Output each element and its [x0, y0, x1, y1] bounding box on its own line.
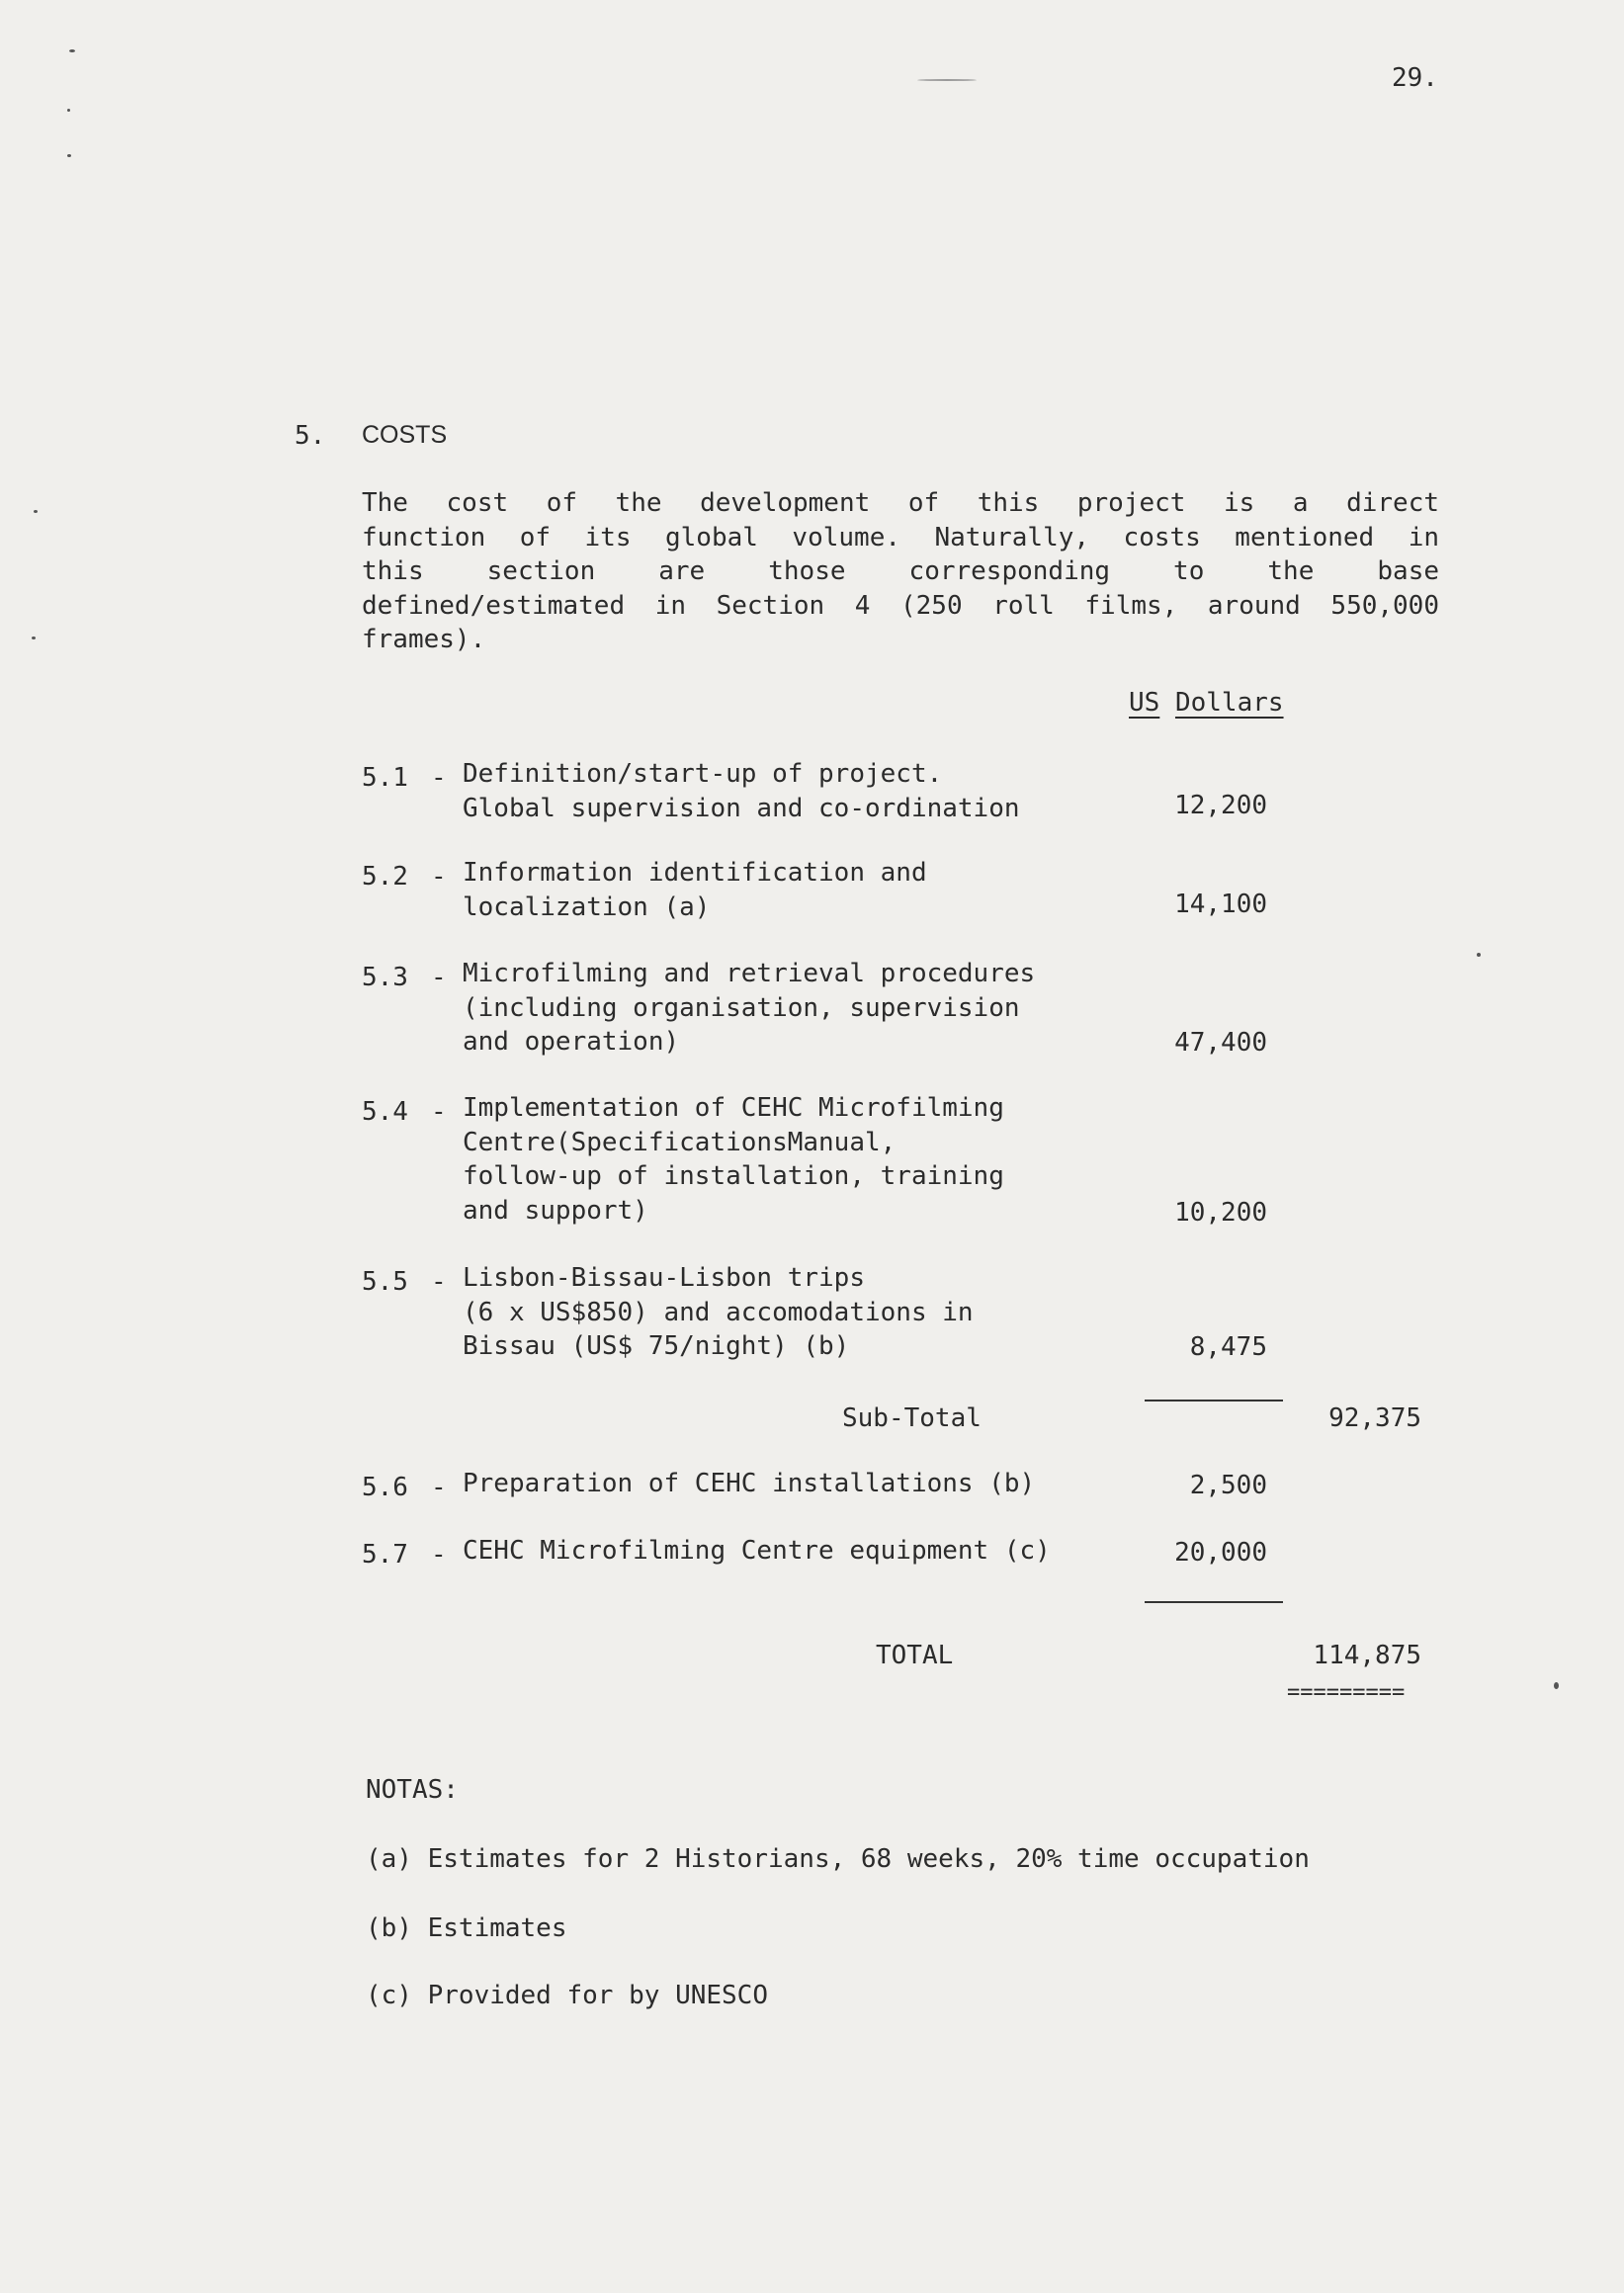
item-number: 5.6	[362, 1473, 408, 1502]
item-line: (including organisation, supervision	[463, 992, 1020, 1023]
intro-line: this section are those corresponding to the base	[362, 556, 1439, 586]
item-description: Preparation of CEHC installations (b)	[463, 1469, 1036, 1498]
intro-line: function of its global volume. Naturally, costs mentioned in	[362, 522, 1439, 552]
subtotal-label: Sub-Total	[842, 1403, 982, 1433]
total-label: TOTAL	[876, 1641, 954, 1670]
section-number: 5.	[295, 421, 326, 451]
item-number: 5.7	[362, 1540, 408, 1570]
item-line: Centre(SpecificationsManual,	[463, 1127, 897, 1157]
item-number: 5.1	[362, 763, 408, 793]
item-dash: -	[431, 1097, 447, 1127]
item-line: localization (a)	[463, 892, 711, 922]
total-rule	[1145, 1601, 1283, 1603]
item-line: Implementation of CEHC Microfilming	[463, 1093, 1004, 1123]
item-dash: -	[431, 963, 447, 992]
scan-speck	[67, 109, 70, 112]
item-line: and support)	[463, 1195, 648, 1226]
column-header	[1129, 688, 1284, 718]
item-line: Bissau (US$ 75/night) (b)	[463, 1331, 850, 1361]
item-dash: -	[431, 1473, 447, 1502]
note-item: (c) Provided for by UNESCO	[366, 1981, 768, 2010]
item-description: CEHC Microfilming Centre equipment (c)	[463, 1536, 1051, 1566]
intro-line: The cost of the development of this project is a direct	[362, 488, 1439, 518]
item-number: 5.4	[362, 1097, 408, 1127]
item-amount: 8,475	[1189, 1332, 1267, 1362]
item-description	[463, 957, 1035, 1060]
item-line: (6 x US$850) and accomodations in	[463, 1297, 974, 1327]
item-line: Information identification and	[463, 858, 927, 888]
item-dash: -	[431, 1540, 447, 1570]
total-double-underline: =========	[1287, 1680, 1406, 1705]
item-dash: -	[431, 862, 447, 892]
item-description	[463, 757, 1020, 825]
subtotal-value: 92,375	[1328, 1403, 1421, 1433]
notes-title: NOTAS:	[366, 1775, 459, 1805]
section-title: COSTS	[362, 421, 448, 449]
scan-speck	[67, 154, 71, 157]
note-item: (b) Estimates	[366, 1913, 567, 1943]
page-number: 29.	[1392, 63, 1438, 93]
scan-speck	[1477, 953, 1481, 957]
item-amount: 14,100	[1174, 890, 1267, 919]
intro-line: defined/estimated in Section 4 (250 roll films, around 550,000	[362, 590, 1439, 621]
item-line: Microfilming and retrieval procedures	[463, 959, 1036, 988]
column-header-currency: US	[1129, 688, 1160, 718]
item-amount: 10,200	[1174, 1198, 1267, 1228]
scan-speck	[917, 79, 977, 81]
column-header-unit: Dollars	[1174, 688, 1284, 718]
item-dash: -	[431, 763, 447, 793]
item-amount: 12,200	[1174, 791, 1267, 820]
item-amount: 20,000	[1174, 1538, 1267, 1568]
item-description	[463, 1261, 974, 1364]
item-dash: -	[431, 1267, 447, 1297]
item-number: 5.5	[362, 1267, 408, 1297]
scan-speck	[69, 49, 75, 52]
item-amount: 2,500	[1189, 1471, 1267, 1500]
item-amount: 47,400	[1174, 1028, 1267, 1058]
item-line: follow-up of installation, training	[463, 1161, 1004, 1191]
item-description	[463, 1091, 1004, 1228]
item-line: Lisbon-Bissau-Lisbon trips	[463, 1263, 865, 1293]
intro-paragraph	[362, 486, 1439, 657]
subtotal-rule	[1145, 1400, 1283, 1401]
item-number: 5.3	[362, 963, 408, 992]
item-description	[463, 856, 927, 924]
scan-speck	[1554, 1682, 1559, 1689]
note-item: (a) Estimates for 2 Historians, 68 weeks, 20% time occupation	[366, 1844, 1310, 1874]
total-value: 114,875	[1313, 1641, 1421, 1670]
item-line: Global supervision and co-ordination	[463, 793, 1020, 823]
item-number: 5.2	[362, 862, 408, 892]
scan-speck	[34, 510, 38, 513]
scan-speck	[32, 637, 36, 639]
intro-line: frames).	[362, 625, 486, 654]
item-line: and operation)	[463, 1027, 680, 1057]
item-line: Definition/start-up of project.	[463, 759, 943, 789]
